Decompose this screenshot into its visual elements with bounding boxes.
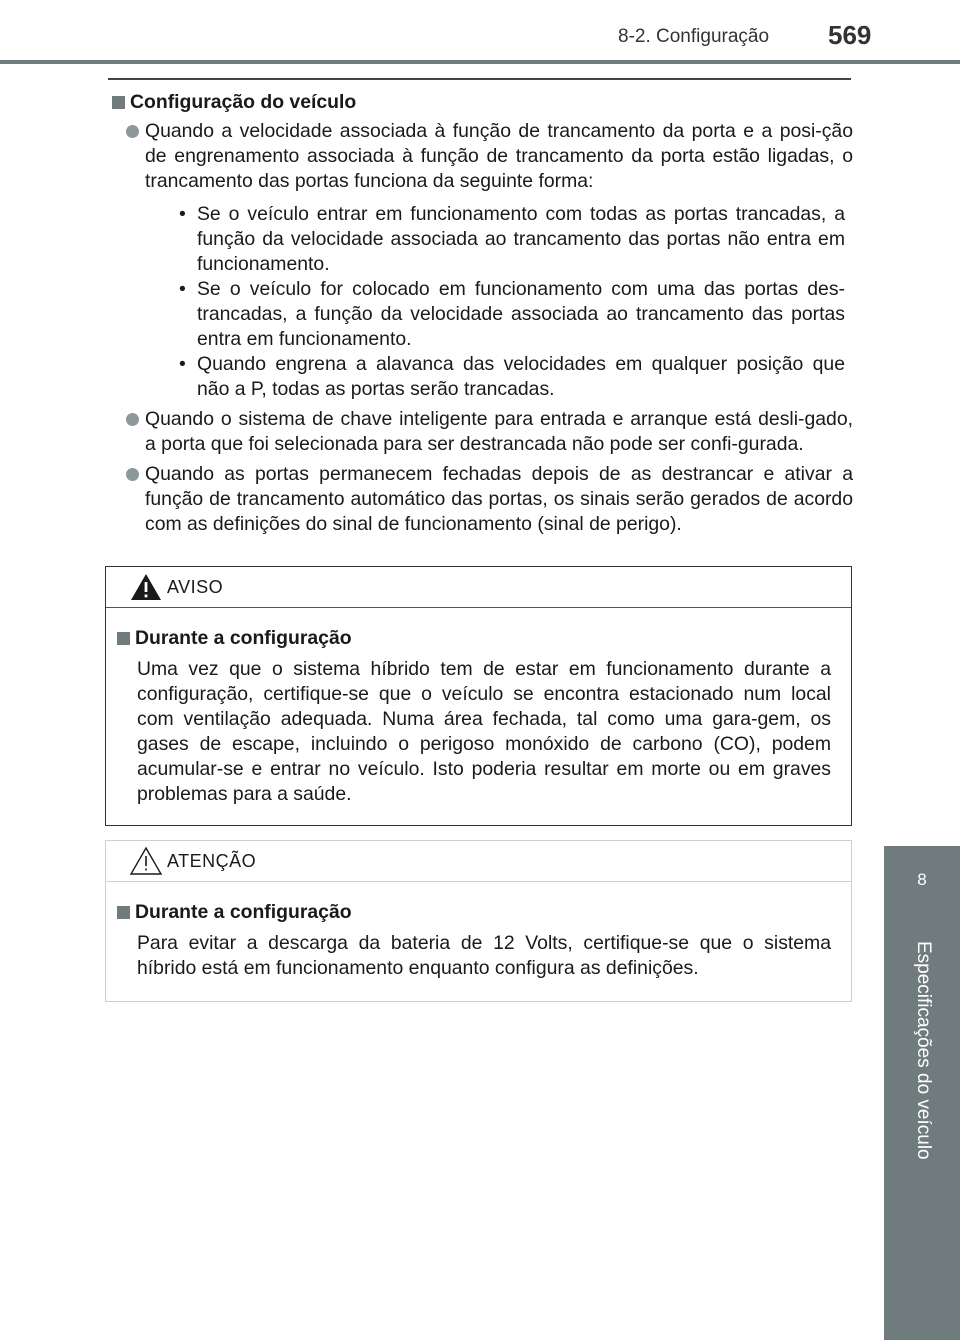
square-bullet-icon [112,96,125,109]
section-heading: 8-2. Configuração [618,26,770,47]
warning-title [113,626,831,651]
warning-triangle-outline-icon [129,846,163,876]
warning-triangle-filled-icon [129,572,163,602]
circle-bullet-icon [126,413,139,426]
circle-bullet-icon [126,468,139,481]
warning-box-header [106,567,851,608]
warning-text: Uma vez que o sistema híbrido tem de estar em funcionamento durante a configuração, certifique-se que o veículo se encontra estacionado num local com ventilação adequada. Numa área fechada, tal como uma gara-gem, os gases de escape, incluindo o perigoso monóxido de carbono (CO), podem acumular-se e entrar no veículo. Isto poderia resultar em morte ou em graves problemas para a saúde. [137,658,831,805]
notice-title-text: Durante a configuração [135,901,352,923]
list-item [108,119,853,402]
circle-bullet-icon [126,125,139,138]
section-title-text: Configuração do veículo [130,91,357,113]
warning-label: AVISO [167,577,224,597]
sub-list-item: • Se o veículo entrar em funcionamento com todas as portas trancadas, a função da velocidade associada ao trancamento das portas não entra em funcionamento. [145,202,853,277]
main-content [108,90,853,542]
square-bullet-icon [117,906,130,919]
warning-title-text: Durante a configuração [135,627,352,649]
notice-box [105,840,852,1002]
chapter-tab[interactable] [884,846,960,1340]
header-divider [0,60,960,64]
bullet-text: Quando o sistema de chave inteligente para entrada e arranque está desli-gado, a porta que foi selecionada para ser destrancada não pode ser confi-gurada. [145,408,853,455]
sub-list [145,202,853,402]
notice-body [106,882,851,981]
notice-label: ATENÇÃO [167,851,257,871]
warning-box [105,566,852,826]
warning-body [106,608,851,807]
sub-list-item: • Quando engrena a alavanca das velocidades em qualquer posição que não a P, todas as portas serão trancadas. [145,352,853,402]
bullet-text: Quando a velocidade associada à função de trancamento da porta e a posi-ção de engrenamento associada à função de trancamento da porta estão ligadas, o trancamento das portas funciona da seguinte forma: [145,120,853,192]
page-number: 569 [828,20,872,50]
section-title [108,90,853,115]
bullet-text: Quando as portas permanecem fechadas depois de as destrancar e ativar a função de trancamento automático das portas, os sinais serão gerados de acordo com as definições do sinal de funcionamento (sinal de perigo). [145,463,853,535]
sub-list-item: • Se o veículo for colocado em funcionamento com uma das portas des-trancadas, a função da velocidade associada ao trancamento das portas entra em funcionamento. [145,277,853,352]
page-header [0,0,960,60]
notice-title [113,900,831,925]
notice-box-header [106,841,851,882]
square-bullet-icon [117,632,130,645]
content-divider [108,78,851,80]
list-item [108,407,853,457]
chapter-number: 8 [917,870,927,889]
chapter-title: Especificações do veículo [913,941,934,1160]
notice-text: Para evitar a descarga da bateria de 12 Volts, certifique-se que o sistema híbrido está em funcionamento enquanto configura as definições. [137,932,831,979]
list-item [108,462,853,537]
